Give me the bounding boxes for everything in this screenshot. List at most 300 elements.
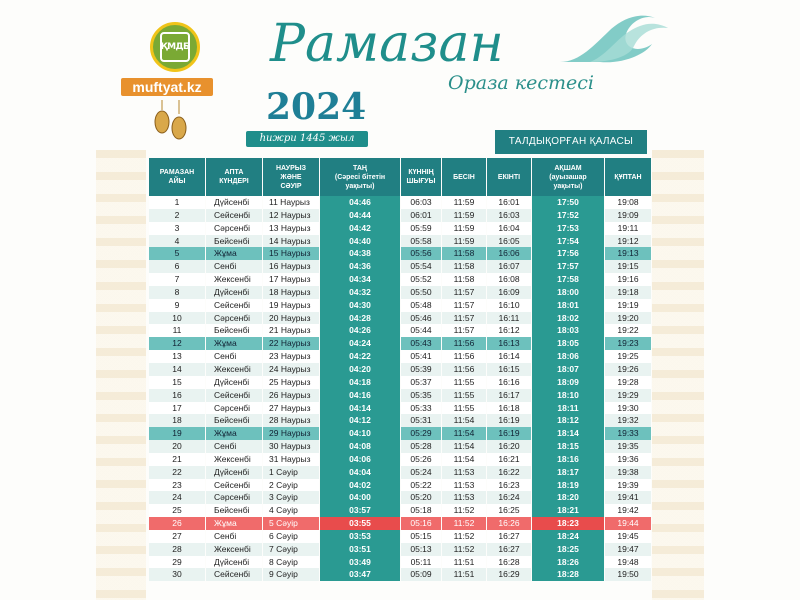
cell-day: Сенбі [214, 351, 237, 362]
site-label[interactable]: muftyat.kz [121, 78, 213, 96]
column-header-line: КҮННІҢ [408, 169, 434, 176]
cell-besin: 11:56 [453, 363, 475, 374]
cell-ekinti: 16:20 [498, 441, 520, 452]
cell-besin: 11:54 [453, 453, 475, 464]
table-row [149, 466, 651, 479]
cell-ekinti: 16:19 [487, 427, 531, 440]
cell-tan: 04:18 [320, 376, 400, 389]
cell-sun: 05:24 [410, 466, 432, 477]
cell-date: 16 Наурыз [269, 261, 311, 272]
cell-tan: 04:44 [320, 209, 400, 222]
cell-aksham: 18:19 [532, 479, 604, 492]
cell-aksham: 18:11 [532, 402, 604, 415]
cell-ekinti: 16:16 [498, 376, 520, 387]
cell-day: Жұма [206, 517, 262, 530]
cell-ekinti: 16:28 [498, 556, 520, 567]
cell-aksham: 18:16 [532, 453, 604, 466]
table-body [149, 196, 651, 581]
cell-ekinti: 16:23 [498, 479, 520, 490]
cell-kuptan: 19:41 [617, 492, 639, 503]
cell-date: 27 Наурыз [269, 402, 311, 413]
cell-date: 26 Наурыз [269, 389, 311, 400]
cell-aksham: 18:17 [532, 466, 604, 479]
cell-aksham: 18:10 [532, 389, 604, 402]
table-row [149, 312, 651, 325]
cell-tan: 03:51 [320, 543, 400, 556]
cell-n: 3 [174, 222, 180, 233]
cell-aksham: 17:52 [532, 209, 604, 222]
cell-day: Жексенбі [214, 543, 251, 554]
cell-tan: 04:00 [320, 491, 400, 504]
table-row [149, 324, 651, 337]
cell-date: 9 Сәуір [269, 569, 298, 580]
cell-date: 5 Сәуір [263, 517, 319, 530]
wave-ornament-icon [560, 4, 670, 64]
column-header-line: уақыты) [345, 182, 375, 190]
cell-tan: 03:57 [320, 504, 400, 517]
cell-date: 13 Наурыз [269, 222, 311, 233]
cell-sun: 05:11 [410, 556, 432, 567]
cell-aksham: 18:03 [532, 324, 604, 337]
table-row [149, 427, 651, 440]
cell-kuptan: 19:08 [617, 197, 639, 207]
column-header-line: РАМАЗАН [159, 169, 195, 176]
table-row [149, 337, 651, 350]
cell-aksham: 18:21 [532, 504, 604, 517]
cell-kuptan: 19:13 [605, 247, 651, 260]
cell-n: 5 [149, 247, 205, 260]
fasting-schedule-table [148, 158, 652, 581]
cell-aksham: 18:14 [532, 427, 604, 440]
cell-kuptan: 19:32 [617, 415, 639, 426]
cell-aksham: 18:01 [532, 299, 604, 312]
column-header-ekinti [487, 158, 531, 196]
cell-date: 19 Наурыз [269, 299, 311, 310]
table-row [149, 363, 651, 376]
cell-day: Дүйсенбі [214, 286, 250, 297]
cell-ekinti: 16:21 [498, 453, 520, 464]
cell-date: 4 Сәуір [269, 505, 298, 516]
cell-tan: 04:30 [320, 299, 400, 312]
cell-sun: 05:58 [410, 235, 432, 246]
cell-besin: 11:52 [453, 505, 475, 516]
cell-day: Дүйсенбі [214, 466, 250, 477]
cell-sun: 05:54 [410, 261, 432, 272]
cell-day: Жексенбі [214, 274, 251, 285]
cell-day: Жексенбі [214, 363, 251, 374]
cell-date: 12 Наурыз [269, 209, 311, 220]
lantern-icon [152, 100, 192, 140]
table-row [149, 196, 651, 209]
cell-sun: 05:22 [410, 479, 432, 490]
table-row [149, 504, 651, 517]
cell-tan: 04:04 [320, 466, 400, 479]
cell-date: 29 Наурыз [263, 427, 319, 440]
cell-ekinti: 16:11 [498, 312, 520, 323]
cell-tan: 04:16 [320, 389, 400, 402]
year-label: 2024 [266, 86, 367, 128]
cell-besin: 11:56 [442, 337, 486, 350]
cell-date: 2 Сәуір [269, 479, 298, 490]
city-label: ТАЛДЫҚОРҒАН ҚАЛАСЫ [495, 130, 647, 154]
cell-sun: 06:03 [410, 197, 432, 207]
column-header-line: уақыты) [553, 182, 583, 190]
cell-n: 18 [172, 415, 182, 426]
cell-aksham: 18:28 [532, 568, 604, 581]
cell-n: 20 [172, 441, 182, 452]
cell-sun: 06:01 [410, 209, 432, 220]
cell-kuptan: 19:50 [617, 569, 639, 580]
column-header-line: АПТА [224, 169, 244, 176]
table-row [149, 235, 651, 248]
cell-tan: 04:36 [320, 260, 400, 273]
cell-date: 3 Сәуір [269, 492, 298, 503]
cell-kuptan: 19:23 [605, 337, 651, 350]
cell-day: Сәрсенбі [214, 402, 251, 413]
cell-aksham: 17:58 [532, 273, 604, 286]
cell-sun: 05:18 [410, 505, 432, 516]
cell-day: Сейсенбі [214, 209, 251, 220]
page-subtitle: Ораза кестесі [448, 72, 595, 94]
cell-kuptan: 19:39 [617, 479, 639, 490]
cell-tan: 04:34 [320, 273, 400, 286]
cell-aksham: 17:54 [532, 235, 604, 248]
cell-day: Жұма [206, 247, 262, 260]
cell-aksham: 18:05 [532, 337, 604, 350]
cell-kuptan: 19:11 [617, 222, 639, 233]
cell-kuptan: 19:45 [617, 530, 639, 541]
cell-n: 17 [172, 402, 182, 413]
cell-besin: 11:58 [453, 261, 475, 272]
table-row [149, 402, 651, 415]
cell-sun: 05:33 [410, 402, 432, 413]
column-header-line: АҚШАМ [554, 164, 582, 172]
cell-kuptan: 19:15 [617, 261, 639, 272]
cell-day: Бейсенбі [214, 505, 250, 516]
cell-kuptan: 19:16 [617, 274, 639, 285]
cell-date: 14 Наурыз [269, 235, 311, 246]
cell-n: 6 [174, 261, 180, 272]
cell-besin: 11:59 [453, 209, 475, 220]
cell-ekinti: 16:03 [498, 209, 520, 220]
cell-besin: 11:56 [453, 351, 475, 362]
column-header-line: БЕСІН [453, 173, 475, 181]
cell-day: Жексенбі [214, 453, 251, 464]
table-row [149, 453, 651, 466]
column-header-sunrise [401, 158, 441, 196]
cell-date: 31 Наурыз [269, 453, 311, 464]
cell-day: Дүйсенбі [214, 197, 250, 207]
cell-sun: 05:41 [410, 351, 432, 362]
cell-ekinti: 16:13 [487, 337, 531, 350]
cell-date: 18 Наурыз [269, 286, 311, 297]
cell-kuptan: 19:09 [617, 209, 639, 220]
table-row [149, 273, 651, 286]
table-row [149, 556, 651, 569]
cell-tan: 04:20 [320, 363, 400, 376]
cell-ekinti: 16:01 [498, 197, 520, 207]
cell-day: Дүйсенбі [214, 376, 250, 387]
table-row [149, 389, 651, 402]
cell-day: Сейсенбі [214, 569, 251, 580]
cell-tan: 03:53 [320, 530, 400, 543]
cell-aksham: 18:15 [532, 440, 604, 453]
cell-date: 6 Сәуір [269, 530, 298, 541]
cell-aksham: 18:24 [532, 530, 604, 543]
cell-tan: 03:47 [320, 568, 400, 581]
cell-date: 25 Наурыз [269, 376, 311, 387]
cell-day: Дүйсенбі [214, 556, 250, 567]
column-header-line: ЖӘНЕ [280, 173, 302, 181]
cell-sun: 05:56 [401, 247, 441, 260]
cell-sun: 05:28 [410, 441, 432, 452]
cell-sun: 05:44 [410, 325, 432, 336]
cell-ekinti: 16:29 [498, 569, 520, 580]
column-header-line: НАУРЫЗ [275, 164, 307, 172]
cell-besin: 11:59 [453, 197, 475, 207]
cell-aksham: 18:00 [532, 286, 604, 299]
cell-ekinti: 16:10 [498, 299, 520, 310]
cell-day: Сәрсенбі [214, 312, 251, 323]
cell-sun: 05:15 [410, 530, 432, 541]
cell-besin: 11:52 [453, 543, 475, 554]
cell-ekinti: 16:18 [498, 402, 520, 413]
column-header-line: АЙЫ [168, 178, 186, 185]
cell-n: 13 [172, 351, 182, 362]
cell-n: 26 [149, 517, 205, 530]
cell-sun: 05:35 [410, 389, 432, 400]
cell-besin: 11:57 [453, 299, 475, 310]
cell-date: 24 Наурыз [269, 363, 311, 374]
cell-kuptan: 19:26 [617, 363, 639, 374]
cell-kuptan: 19:42 [617, 505, 639, 516]
table-row [149, 479, 651, 492]
cell-sun: 05:20 [410, 492, 432, 503]
cell-n: 24 [172, 492, 182, 503]
cell-aksham: 18:06 [532, 350, 604, 363]
cell-tan: 04:28 [320, 312, 400, 325]
cell-date: 1 Сәуір [269, 466, 298, 477]
column-header-line: СӘУІР [280, 182, 302, 190]
cell-n: 21 [172, 453, 182, 464]
cell-besin: 11:54 [453, 441, 475, 452]
table-row [149, 299, 651, 312]
table-row [149, 530, 651, 543]
cell-tan: 04:42 [320, 222, 400, 235]
cell-date: 8 Сәуір [269, 556, 298, 567]
cell-n: 4 [174, 235, 180, 246]
cell-date: 20 Наурыз [269, 312, 311, 323]
cell-tan: 04:40 [320, 235, 400, 248]
cell-besin: 11:55 [453, 402, 475, 413]
cell-ekinti: 16:08 [498, 274, 520, 285]
cell-ekinti: 16:05 [498, 235, 520, 246]
cell-kuptan: 19:22 [617, 325, 639, 336]
cell-ekinti: 16:24 [498, 492, 520, 503]
cell-ekinti: 16:09 [498, 286, 520, 297]
column-header-weekday [206, 158, 262, 196]
table-row [149, 440, 651, 453]
cell-tan: 04:10 [320, 427, 400, 440]
cell-besin: 11:51 [453, 569, 475, 580]
cell-ekinti: 16:27 [498, 543, 520, 554]
logo-text: ҚМДБ [160, 32, 190, 62]
cell-kuptan: 19:20 [617, 312, 639, 323]
cell-day: Бейсенбі [214, 325, 250, 336]
cell-kuptan: 19:19 [617, 299, 639, 310]
column-header-line: ҚҰПТАН [614, 173, 642, 181]
cell-sun: 05:50 [410, 286, 432, 297]
cell-besin: 11:59 [453, 235, 475, 246]
table-header-row [149, 158, 651, 196]
cell-date: 7 Сәуір [269, 543, 298, 554]
table-row [149, 517, 651, 530]
cell-aksham: 18:07 [532, 363, 604, 376]
cell-sun: 05:43 [401, 337, 441, 350]
column-header-line: (ауызашар [549, 173, 587, 181]
cell-sun: 05:13 [410, 543, 432, 554]
cell-aksham: 17:57 [532, 260, 604, 273]
cell-ekinti: 16:07 [498, 261, 520, 272]
cell-n: 1 [174, 197, 180, 207]
page-title: Рамазан [270, 14, 504, 74]
cell-n: 23 [172, 479, 182, 490]
cell-ekinti: 16:27 [498, 530, 520, 541]
hijri-year-label: һижри 1445 жыл [246, 131, 368, 147]
cell-date: 30 Наурыз [269, 441, 311, 452]
cell-day: Сейсенбі [214, 299, 251, 310]
cell-tan: 04:26 [320, 324, 400, 337]
cell-kuptan: 19:44 [605, 517, 651, 530]
cell-n: 27 [172, 530, 182, 541]
cell-n: 30 [172, 569, 182, 580]
cell-besin: 11:57 [453, 286, 475, 297]
column-header-ramazan-day [149, 158, 205, 196]
cell-n: 15 [172, 376, 182, 387]
cell-day: Сәрсенбі [214, 222, 251, 233]
cell-n: 10 [172, 312, 182, 323]
column-header-tan-time [320, 158, 400, 196]
cell-n: 25 [172, 505, 182, 516]
cell-aksham: 18:26 [532, 556, 604, 569]
cell-sun: 05:29 [401, 427, 441, 440]
cell-day: Бейсенбі [214, 415, 250, 426]
cell-tan: 03:49 [320, 556, 400, 569]
column-header-line: (Сәресі бітетін [334, 173, 386, 181]
cell-besin: 11:53 [453, 479, 475, 490]
table-row [149, 568, 651, 581]
cell-besin: 11:52 [442, 517, 486, 530]
cell-date: 28 Наурыз [269, 415, 311, 426]
cell-date: 15 Наурыз [263, 247, 319, 260]
cell-day: Сенбі [214, 261, 237, 272]
cell-besin: 11:58 [442, 247, 486, 260]
cell-ekinti: 16:04 [498, 222, 520, 233]
cell-sun: 05:46 [410, 312, 432, 323]
cell-kuptan: 19:48 [617, 556, 639, 567]
cell-sun: 05:31 [410, 415, 432, 426]
cell-ekinti: 16:17 [498, 389, 520, 400]
cell-aksham: 18:20 [532, 491, 604, 504]
cell-besin: 11:59 [453, 222, 475, 233]
cell-n: 19 [149, 427, 205, 440]
cell-date: 22 Наурыз [263, 337, 319, 350]
cell-sun: 05:16 [401, 517, 441, 530]
cell-kuptan: 19:29 [617, 389, 639, 400]
cell-day: Жұма [206, 427, 262, 440]
cell-aksham: 17:56 [532, 247, 604, 260]
cell-ekinti: 16:26 [487, 517, 531, 530]
cell-sun: 05:48 [410, 299, 432, 310]
cell-kuptan: 19:25 [617, 351, 639, 362]
column-header-line: КҮНДЕРІ [219, 178, 249, 185]
column-header-besin [442, 158, 486, 196]
cell-besin: 11:57 [453, 312, 475, 323]
cell-tan: 04:22 [320, 350, 400, 363]
column-header-line: ШЫҒУЫ [406, 178, 436, 185]
cell-tan: 04:08 [320, 440, 400, 453]
column-header-kuptan [605, 158, 651, 196]
cell-tan: 04:02 [320, 479, 400, 492]
cell-n: 16 [172, 389, 182, 400]
cell-day: Сенбі [214, 441, 237, 452]
cell-tan: 04:24 [320, 337, 400, 350]
cell-kuptan: 19:30 [617, 402, 639, 413]
cell-n: 14 [172, 363, 182, 374]
cell-besin: 11:54 [453, 415, 475, 426]
cell-aksham: 18:12 [532, 414, 604, 427]
cell-date: 23 Наурыз [269, 351, 311, 362]
column-header-date [263, 158, 319, 196]
cell-ekinti: 16:12 [498, 325, 520, 336]
cell-date: 17 Наурыз [269, 274, 311, 285]
column-header-aksham-time [532, 158, 604, 196]
cell-n: 12 [149, 337, 205, 350]
cell-n: 2 [174, 209, 180, 220]
cell-kuptan: 19:36 [617, 453, 639, 464]
cell-besin: 11:55 [453, 389, 475, 400]
table-row [149, 209, 651, 222]
cell-aksham: 18:09 [532, 376, 604, 389]
cell-n: 8 [174, 286, 180, 297]
cell-ekinti: 16:19 [498, 415, 520, 426]
cell-kuptan: 19:47 [617, 543, 639, 554]
table-row [149, 247, 651, 260]
cell-sun: 05:59 [410, 222, 432, 233]
cell-aksham: 17:50 [532, 196, 604, 209]
cell-besin: 11:57 [453, 325, 475, 336]
cell-kuptan: 19:35 [617, 441, 639, 452]
cell-kuptan: 19:12 [617, 235, 639, 246]
cell-n: 11 [172, 325, 182, 336]
cell-day: Сейсенбі [214, 389, 251, 400]
table-row [149, 222, 651, 235]
cell-tan: 03:55 [320, 517, 400, 530]
cell-besin: 11:52 [453, 530, 475, 541]
cell-aksham: 18:25 [532, 543, 604, 556]
cell-besin: 11:51 [453, 556, 475, 567]
cell-day: Сәрсенбі [214, 492, 251, 503]
cell-aksham: 18:02 [532, 312, 604, 325]
cell-besin: 11:53 [453, 492, 475, 503]
column-header-line: ЕКІНТІ [497, 173, 521, 181]
cell-day: Бейсенбі [214, 235, 250, 246]
cell-aksham: 17:53 [532, 222, 604, 235]
cell-day: Сенбі [214, 530, 237, 541]
cell-aksham: 18:23 [532, 517, 604, 530]
cell-n: 9 [174, 299, 180, 310]
cell-tan: 04:32 [320, 286, 400, 299]
